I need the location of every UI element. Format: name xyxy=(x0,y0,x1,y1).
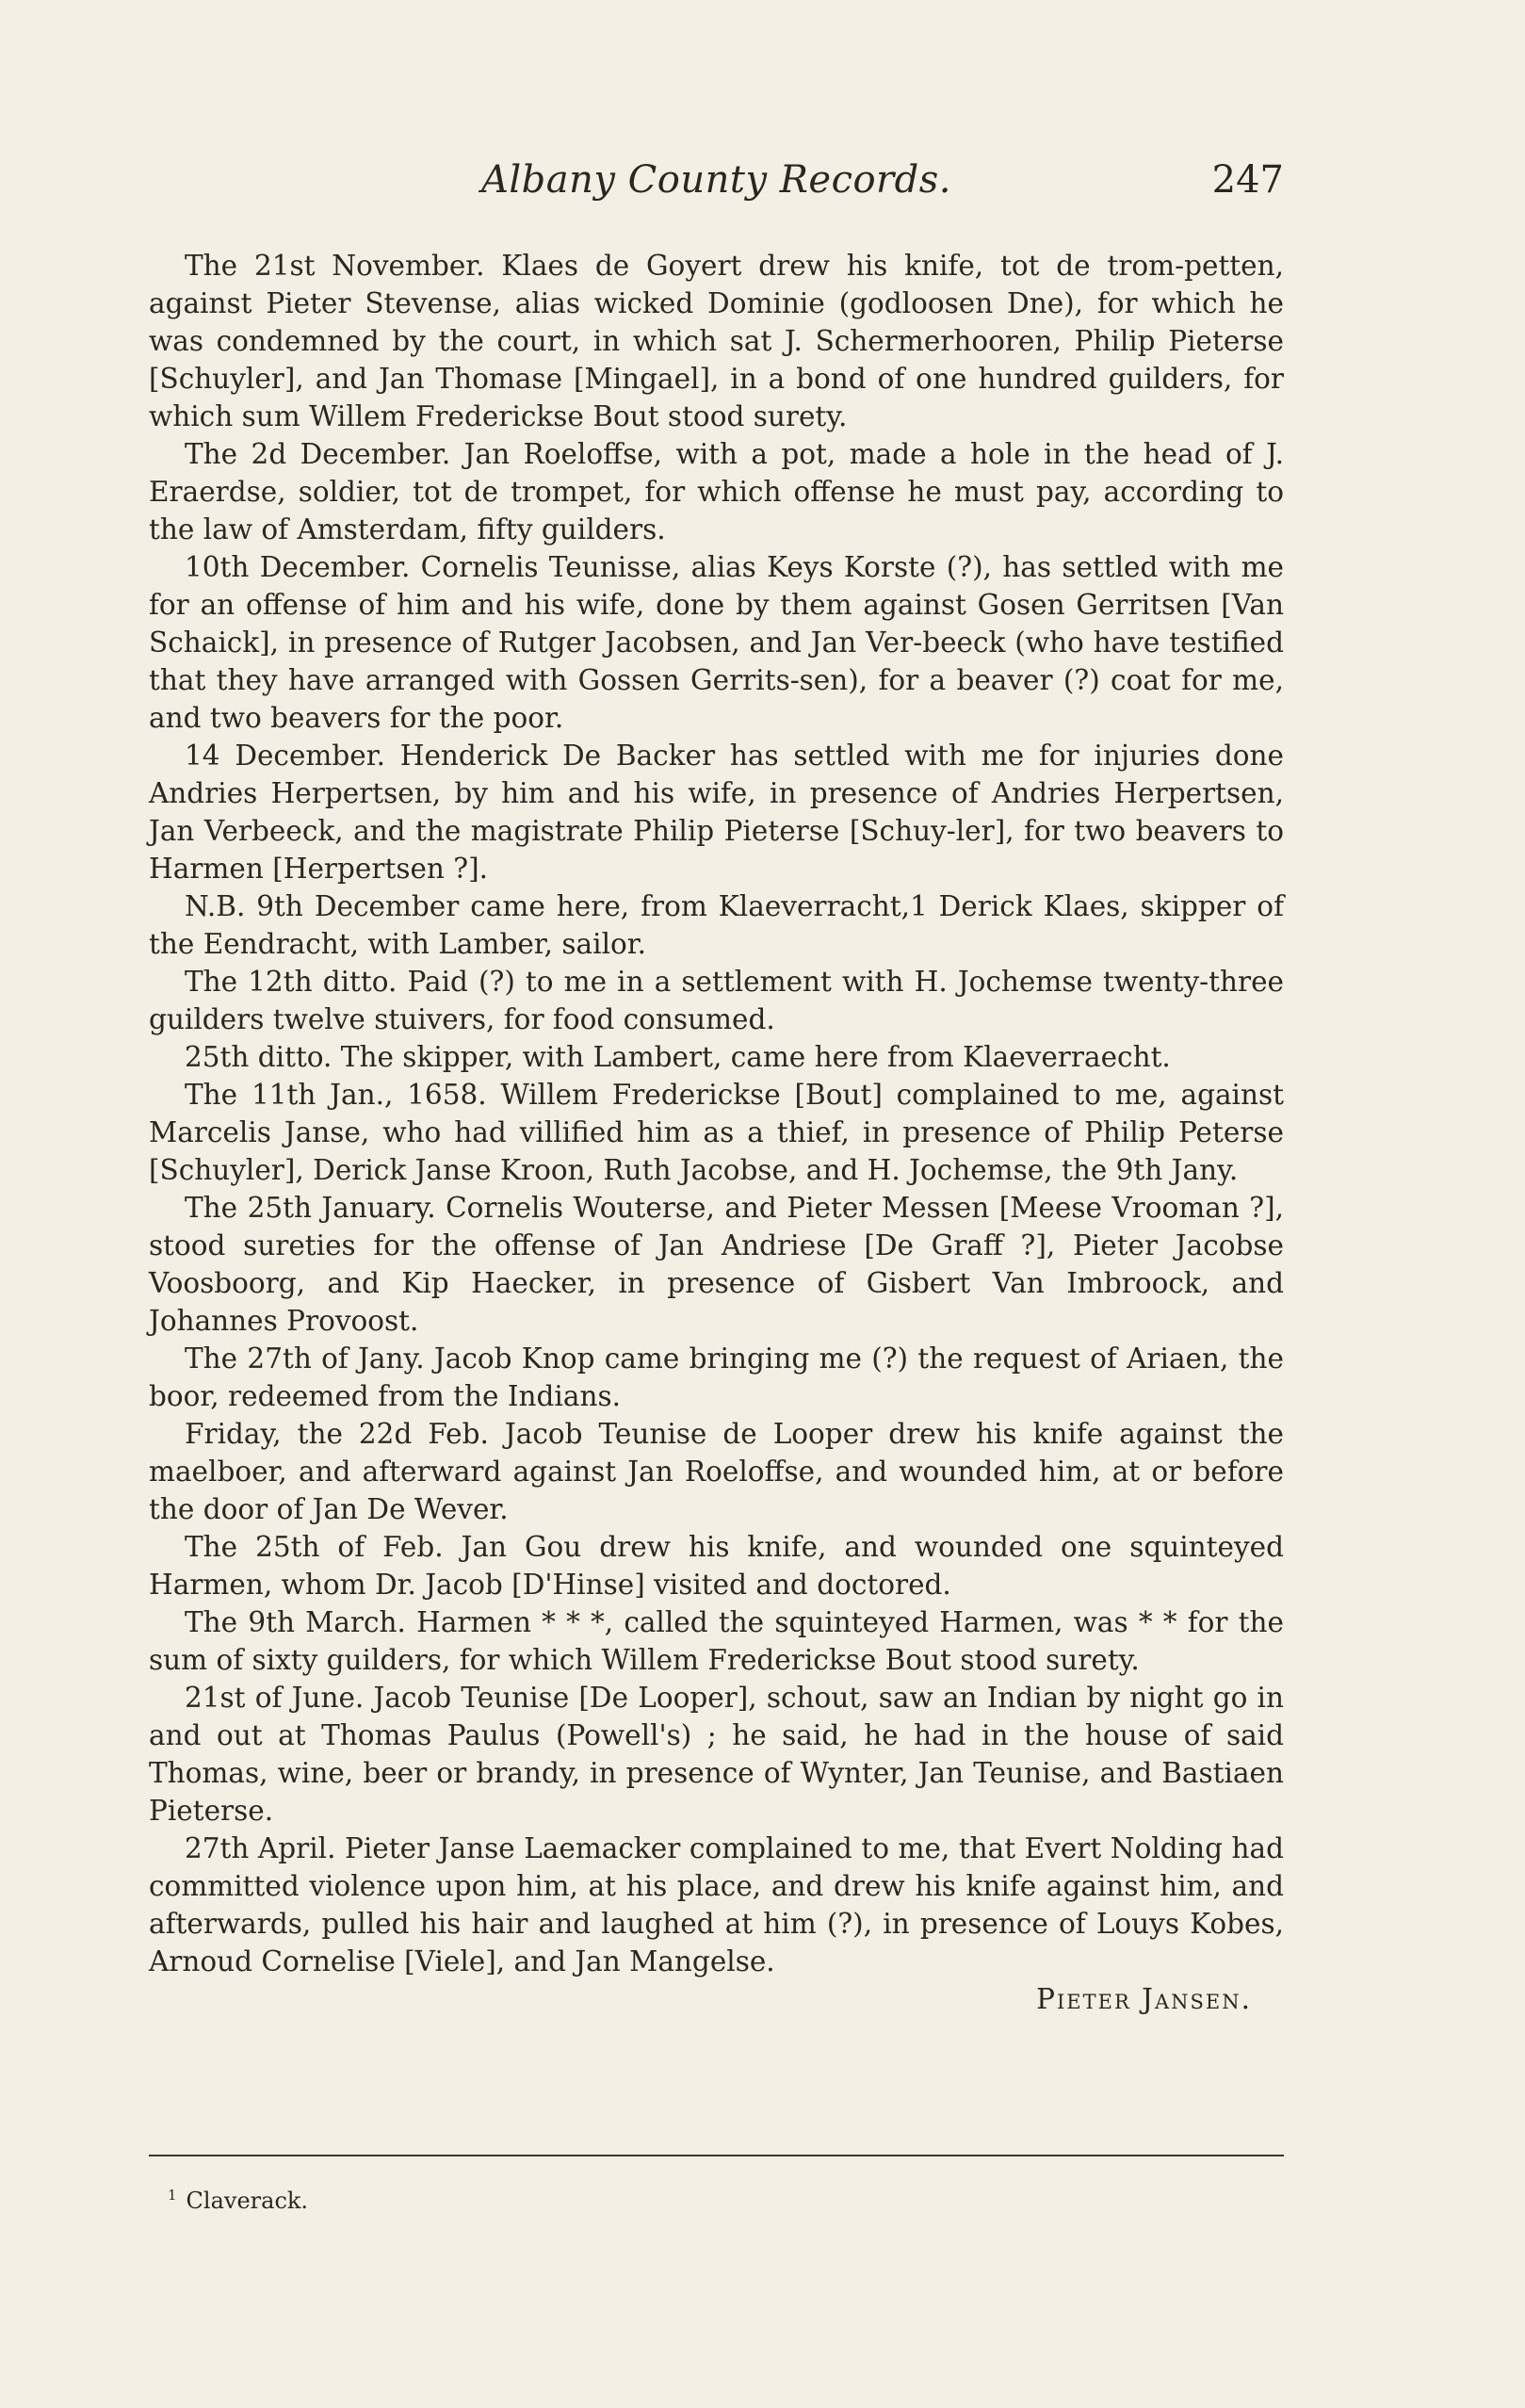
page-header xyxy=(149,158,1284,215)
signature: Pieter Jansen. xyxy=(1036,1983,1252,2015)
paragraph: N.B. 9th December came here, from Klaeverracht,1 Derick Klaes, skipper of the Eendracht, with Lamber, sailor. xyxy=(149,890,1284,960)
page-number: 247 xyxy=(1211,158,1284,202)
paragraph: The 21st November. Klaes de Goyert drew his knife, tot de trom-petten, against Pieter Stevense, alias wicked Dominie (godloosen Dne), for which he was condemned by the court, in which sat J. Schermerhooren, Philip Pieterse [Schuyler], and Jan Thomase [Mingael], in a bond of one hundred guilders, for which sum Willem Frederickse Bout stood surety. xyxy=(149,250,1284,432)
paragraph: The 25th of Feb. Jan Gou drew his knife, and wounded one squinteyed Harmen, whom Dr. Jacob [D'Hinse] visited and doctored. xyxy=(149,1531,1284,1601)
footnote xyxy=(168,2186,308,2216)
paragraph: The 2d December. Jan Roeloffse, with a pot, made a hole in the head of J. Eraerdse, soldier, tot de trompet, for which offense he must pay, according to the law of Amsterdam, fifty guilders. xyxy=(149,438,1284,545)
footnote-divider xyxy=(149,2155,1284,2156)
running-title: Albany County Records. xyxy=(480,158,952,202)
paragraph: 27th April. Pieter Janse Laemacker complained to me, that Evert Nolding had committed violence upon him, at his place, and drew his knife against him, and afterwards, pulled his hair and laughed at him (?), in presence of Louys Kobes, Arnoud Cornelise [Viele], and Jan Mangelse. xyxy=(149,1832,1284,1977)
paragraph: 25th ditto. The skipper, with Lambert, came here from Klaeverraecht. xyxy=(185,1041,1171,1073)
footnote-marker: 1 xyxy=(168,2187,177,2204)
paragraph: Friday, the 22d Feb. Jacob Teunise de Looper drew his knife against the maelboer, and afterward against Jan Roeloffse, and wounded him, at or before the door of Jan De Wever. xyxy=(149,1418,1284,1525)
paragraph: 10th December. Cornelis Teunisse, alias Keys Korste (?), has settled with me for an offense of him and his wife, done by them against Gosen Gerritsen [Van Schaick], in presence of Rutger Jacobsen, and Jan Ver-beeck (who have testified that they have arranged with Gossen Gerrits-sen), for a beaver (?) coat for me, and two beavers for the poor. xyxy=(149,551,1284,734)
paragraph: 21st of June. Jacob Teunise [De Looper], schout, saw an Indian by night go in and out at Thomas Paulus (Powell's) ; he said, he had in the house of said Thomas, wine, beer or brandy, in presence of Wynter, Jan Teunise, and Bastiaen Pieterse. xyxy=(149,1682,1284,1827)
footnote-text: Claverack. xyxy=(186,2188,309,2214)
paragraph: The 27th of Jany. Jacob Knop came bringing me (?) the request of Ariaen, the boor, redeemed from the Indians. xyxy=(149,1342,1284,1412)
paragraph: The 12th ditto. Paid (?) to me in a settlement with H. Jochemse twenty-three guilders twelve stuivers, for food consumed. xyxy=(149,966,1284,1035)
paragraph: The 25th January. Cornelis Wouterse, and Pieter Messen [Meese Vrooman ?], stood sureties for the offense of Jan Andriese [De Graff ?], Pieter Jacobse Voosboorg, and Kip Haecker, in presence of Gisbert Van Imbroock, and Johannes Provoost. xyxy=(149,1192,1284,1337)
paragraph: The 11th Jan., 1658. Willem Frederickse [Bout] complained to me, against Marcelis Janse, who had villified him as a thief, in presence of Philip Peterse [Schuyler], Derick Janse Kroon, Ruth Jacobse, and H. Jochemse, the 9th Jany. xyxy=(149,1079,1284,1186)
paragraph: The 9th March. Harmen * * *, called the squinteyed Harmen, was * * for the sum of sixty guilders, for which Willem Frederickse Bout stood surety. xyxy=(149,1606,1284,1676)
body-text xyxy=(149,247,1284,2018)
paragraph: 14 December. Henderick De Backer has settled with me for injuries done Andries Herpertsen, by him and his wife, in presence of Andries Herpertsen, Jan Verbeeck, and the magistrate Philip Pieterse [Schuy-ler], for two beavers to Harmen [Herpertsen ?]. xyxy=(149,740,1284,885)
